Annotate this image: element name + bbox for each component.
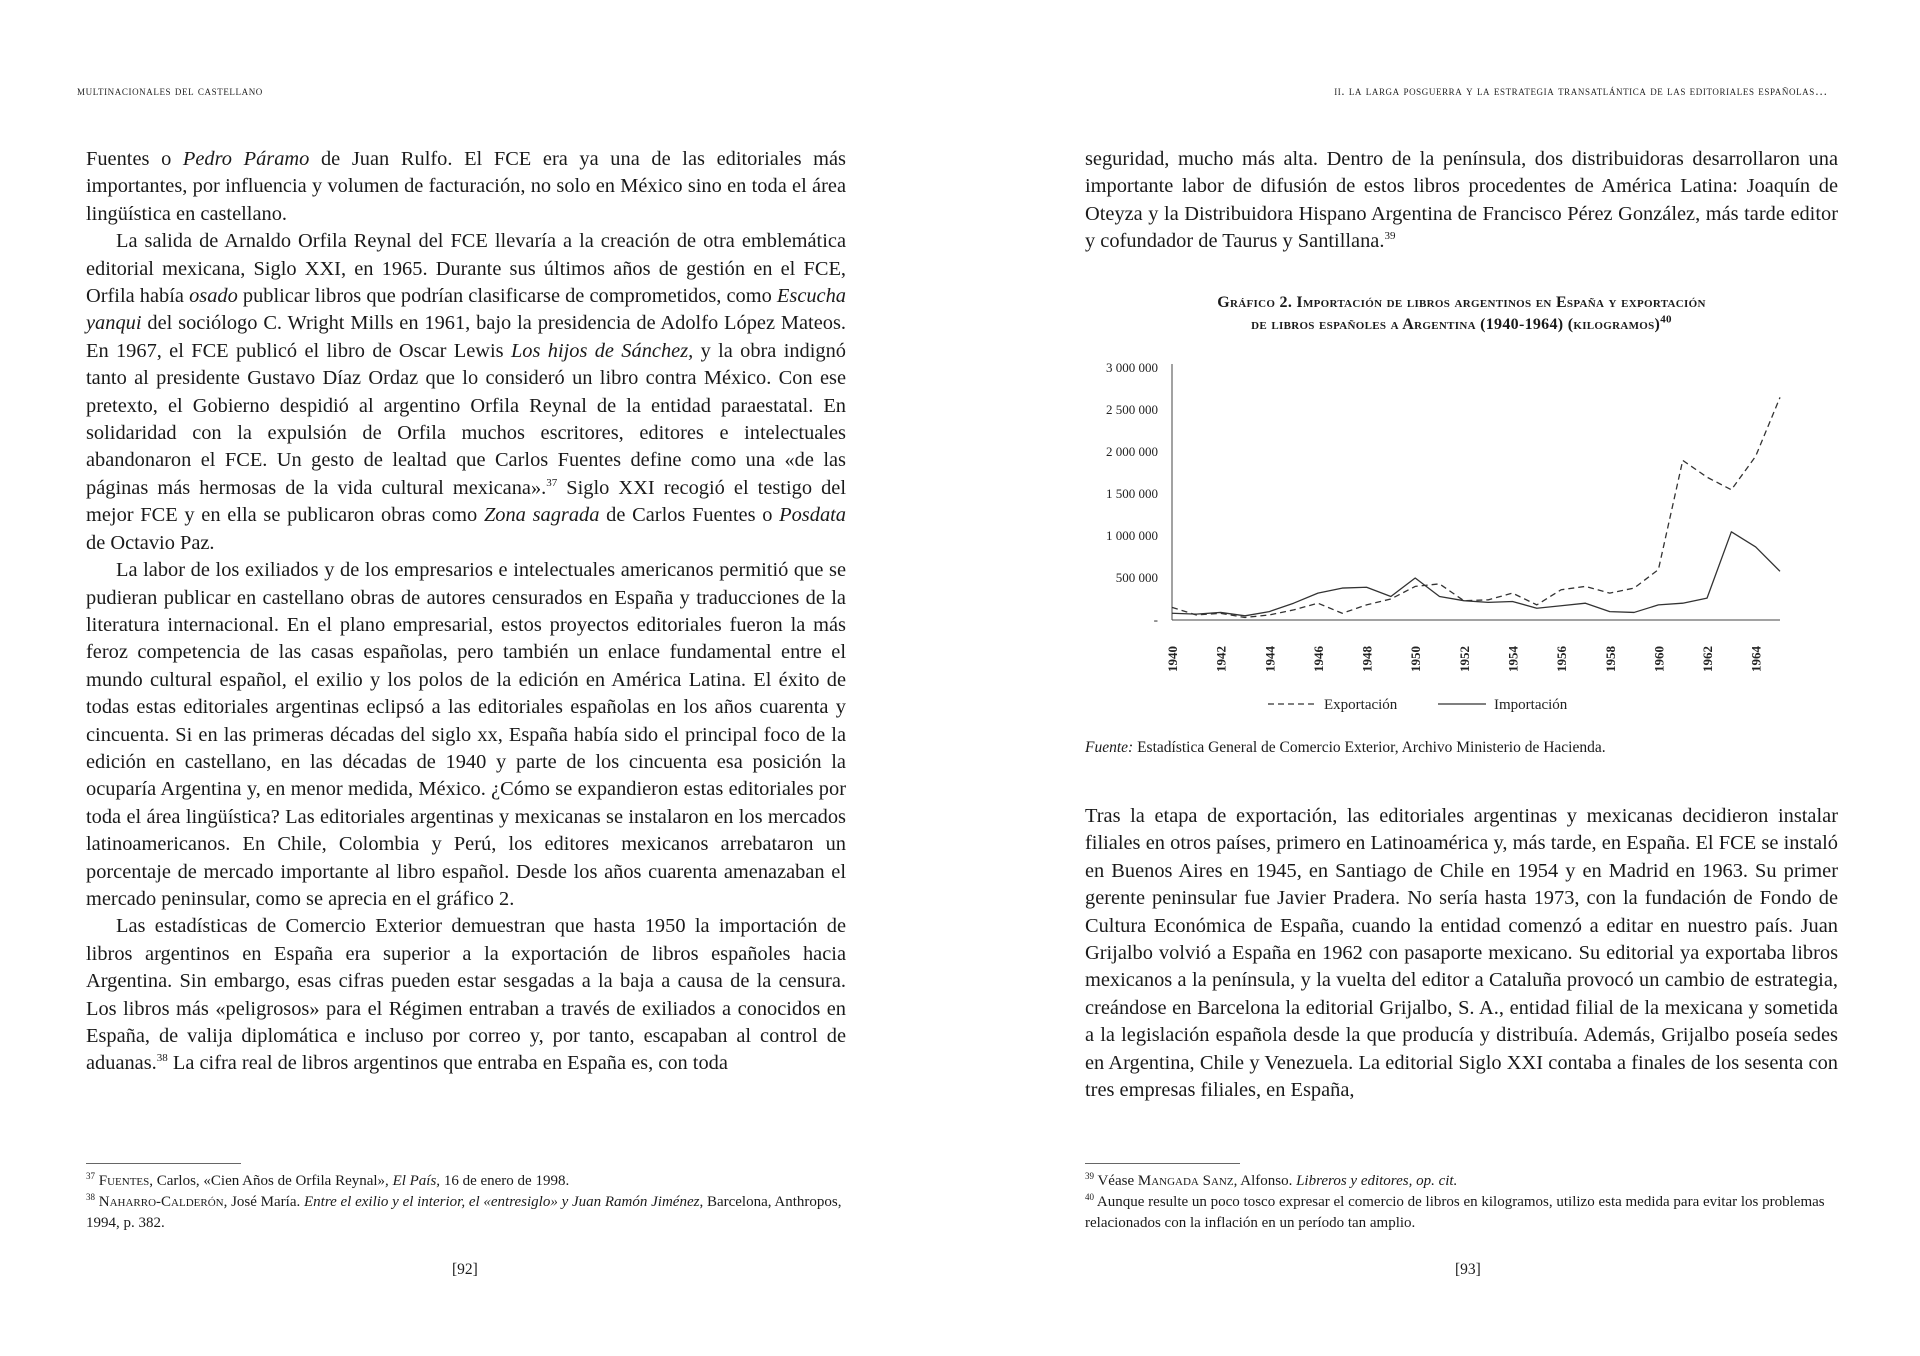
text-run: Mangada Sanz	[1137, 1173, 1234, 1189]
text-run: Aunque resulte un poco tosco expresar el comercio de libros en kilogramos, utilizo esta medida para evitar los problemas relacionados con la inflación en un período tan amplio.	[1085, 1194, 1825, 1231]
page-number: [93]	[1455, 1261, 1481, 1278]
x-tick-label: 1944	[1262, 646, 1278, 672]
text-run: Pedro Páramo	[182, 148, 310, 170]
text-run: Siglo XXI recogió el testigo del mejor FCE y en ella se publicaron obras como	[86, 476, 846, 527]
text-run: El País,	[392, 1173, 441, 1189]
paragraph	[86, 146, 846, 228]
text-run: seguridad, mucho más alta. Dentro de la península, dos distribuidoras desarrollaron una importante labor de difusión de estos libros procedentes de América Latina: Joaquín de Oteyza y la Distribuidora Hispano Argentina de Francisco Pérez González, más tarde editor y cofundador de Taurus y Santillana.	[1085, 148, 1838, 253]
text-run: Tras la etapa de exportación, las editoriales argentinas y mexicanas decidieron instalar filiales en otros países, primero en Latinoamérica y, más tarde, en España. El FCE se instaló en Buenos Aires en 1945, en Santiago de Chile en 1954 y en Madrid en 1963. Su primer gerente peninsular fue Javier Pradera. No sería hasta 1973, con la fundación de Fondo de Cultura Económica de España, cuando la entidad comenzó a editar en nuestro país. Juan Grijalbo volvió a España en 1962 con pasaporte mexicano. Su editorial ya exportaba libros mexicanos a la península, y la vuelta del editor a Cataluña provocó un cambio de estrategia, creándose en Barcelona la editorial Grijalbo, S. A., entidad filial de la mexicana y sometida a la legislación española desde la que producía y distribuía. Además, Grijalbo poseía sedes en Argentina, Chile y Venezuela. La editorial Siglo XXI contaba a finales de los sesenta con tres empresas filiales, en España,	[1085, 805, 1838, 1102]
note-reference: 39	[1384, 230, 1396, 243]
note-reference: 38	[156, 1052, 168, 1065]
text-run: osado	[189, 285, 238, 308]
legend-label: Exportación	[1324, 697, 1398, 713]
chart-caption	[1085, 292, 1838, 336]
text-run: Fuentes o	[86, 148, 183, 170]
text-run: de Juan Rulfo. El FCE era ya una de las editoriales más importantes, por influencia y volumen de facturación, no solo en México sino en toda el área lingüística en castellano.	[86, 148, 846, 225]
text-run: de Carlos Fuentes o	[599, 504, 780, 527]
body-text	[86, 146, 846, 1078]
legend-label: Importación	[1494, 697, 1568, 713]
body-text-bottom	[1085, 803, 1838, 1104]
text-run: La salida de Arnaldo Orfila Reynal del FCE llevaría a la creación de otra emblemática editorial mexicana, Siglo XXI, en 1965. Durante sus últimos años de gestión en el FCE, Orfila había	[86, 230, 846, 308]
y-tick-label: 3 000 000	[1106, 360, 1158, 375]
note-reference: 37	[86, 1171, 95, 1181]
x-tick-label: 1956	[1554, 646, 1570, 672]
running-head: multinacionales del castellano	[77, 84, 263, 98]
x-tick-label: 1946	[1310, 646, 1326, 672]
y-tick-label: 1 500 000	[1106, 486, 1158, 501]
paragraph	[1085, 803, 1838, 1104]
footnote-rule	[86, 1163, 241, 1164]
x-tick-label: 1960	[1651, 646, 1667, 672]
text-run: , Carlos, «Cien Años de Orfila Reynal»,	[149, 1173, 393, 1189]
y-tick-label: 2 500 000	[1106, 402, 1158, 417]
chart-caption-line-2: de libros españoles a Argentina (1940-1964) (kilogramos)	[1251, 316, 1661, 333]
running-head: ii. la larga posguerra y la estrategia transatlántica de las editoriales españolas…	[1334, 84, 1828, 98]
y-tick-label: 500 000	[1115, 570, 1158, 585]
footnotes	[86, 1171, 846, 1234]
text-run: de Octavio Paz.	[86, 531, 215, 554]
right-page	[960, 0, 1920, 1356]
note-reference: 38	[86, 1192, 95, 1202]
series-line-importación	[1172, 532, 1780, 616]
source-label: Fuente:	[1085, 739, 1134, 756]
x-tick-label: 1952	[1456, 646, 1472, 672]
page-number: [92]	[452, 1261, 478, 1278]
x-tick-label: 1958	[1602, 646, 1618, 672]
x-tick-label: 1950	[1408, 646, 1424, 672]
x-tick-label: 1940	[1165, 646, 1180, 672]
text-run: , Alfonso.	[1233, 1173, 1297, 1189]
y-tick-label: 1 000 000	[1106, 528, 1158, 543]
x-tick-label: 1948	[1359, 646, 1375, 672]
text-run: publicar libros que podrían clasificarse de comprometidos, como	[237, 285, 777, 308]
text-run: Zona sagrada	[483, 504, 600, 527]
series-line-exportación	[1172, 397, 1780, 617]
text-run: y la obra indignó tanto al presidente Gustavo Díaz Ordaz que lo consideró un libro contra México. Con ese pretexto, el Gobierno despidió al argentino Orfila Reynal de la entidad paraestatal. En solidaridad con la expulsión de Orfila muchos escritores, editores e intelectuales abandonaron el FCE. Un gesto de lealtad que Carlos Fuentes define como una «de las páginas más hermosas de la vida cultural mexicana».	[86, 339, 846, 499]
paragraph	[86, 228, 846, 557]
footnote	[86, 1171, 846, 1192]
x-tick-label: 1964	[1748, 646, 1764, 672]
text-run: La cifra real de libros argentinos que entraba en España es, con toda	[167, 1052, 728, 1075]
text-run: Las estadísticas de Comercio Exterior demuestran que hasta 1950 la importación de libros argentinos en España era superior a la exportación de libros españoles hacia Argentina. Sin embargo, esas cifras pueden estar sesgadas a la baja a causa de la censura. Los libros más «peligrosos» para el Régimen entraban a través de exiliados a conocidos en España, de valija diplomática e incluso por correo y, por tanto, escapaban al control de aduanas.	[86, 915, 846, 1075]
text-run: Véase	[1094, 1173, 1138, 1189]
note-reference: 40	[1085, 1192, 1094, 1202]
body-text-top	[1085, 146, 1838, 256]
line-chart	[1060, 345, 1800, 735]
text-run: , Barcelona, Anthropos, 1994, p. 382.	[86, 1194, 842, 1231]
footnote-rule	[1085, 1163, 1240, 1164]
text-run: Escucha yanqui	[86, 285, 846, 335]
text-run: del sociólogo C. Wright Mills en 1961, bajo la presidencia de Adolfo López Mateos. En 1967, el FCE publicó el libro de Oscar Lewis	[86, 312, 846, 362]
text-run: Fuentes	[98, 1173, 150, 1189]
text-run: Los hijos de Sánchez,	[510, 339, 694, 362]
footnote	[86, 1192, 846, 1234]
footnote	[1085, 1192, 1838, 1234]
text-run: Naharro-Calderón	[98, 1194, 224, 1210]
source-text: Estadística General de Comercio Exterior, Archivo Ministerio de Hacienda.	[1133, 739, 1606, 756]
text-run: , José María.	[223, 1194, 304, 1210]
text-run: La labor de los exiliados y de los empresarios e intelectuales americanos permitió que se pudieran publicar en castellano obras de autores censurados en España y traducciones de la literatura internacional. En el plano empresarial, estos proyectos editoriales fueron la más feroz competencia de las casas españolas, pero también un enlace fundamental entre el mundo cultural español, el exilio y los polos de la edición en América Latina. El éxito de todas estas editoriales argentinas eclipsó a las editoriales españolas en los años cuarenta y cincuenta. Si en las primeras décadas del siglo xx, España había sido el principal foco de la edición en castellano, en las décadas de 1940 y parte de los cincuenta esa posición la ocuparía Argentina y, en menor medida, México. ¿Cómo se expandieron estas editoriales por toda el área lingüística? Las editoriales argentinas y mexicanas se instalaron en los mercados latinoamericanos. En Chile, Colombia y Perú, los editores mexicanos arrebataron un porcentaje de mercado importante al libro español. Desde los años cuarenta amenazaban el mercado peninsular, como se aprecia en el gráfico 2.	[86, 559, 846, 910]
paragraph	[86, 557, 846, 913]
text-run: Entre el exilio y el interior, el «entresiglo» y Juan Ramón Jiménez	[304, 1194, 700, 1210]
text-run: Posdata	[779, 504, 846, 527]
note-reference: 37	[546, 477, 558, 490]
x-tick-label: 1962	[1700, 646, 1716, 672]
chart-caption-note: 40	[1660, 313, 1672, 326]
paragraph	[1085, 146, 1838, 256]
y-tick-label: -	[1153, 612, 1158, 627]
chart-source	[1085, 739, 1606, 757]
note-reference: 39	[1085, 1171, 1094, 1181]
footnote	[1085, 1171, 1838, 1192]
y-tick-label: 2 000 000	[1106, 444, 1158, 459]
x-tick-label: 1942	[1213, 646, 1229, 672]
footnotes	[1085, 1171, 1838, 1234]
text-run: Libreros y editores, op. cit.	[1296, 1173, 1458, 1189]
paragraph	[86, 913, 846, 1077]
x-tick-label: 1954	[1505, 646, 1521, 672]
chart-caption-line-1: Gráfico 2. Importación de libros argentinos en España y exportación	[1217, 294, 1706, 311]
text-run: 16 de enero de 1998.	[440, 1173, 570, 1189]
